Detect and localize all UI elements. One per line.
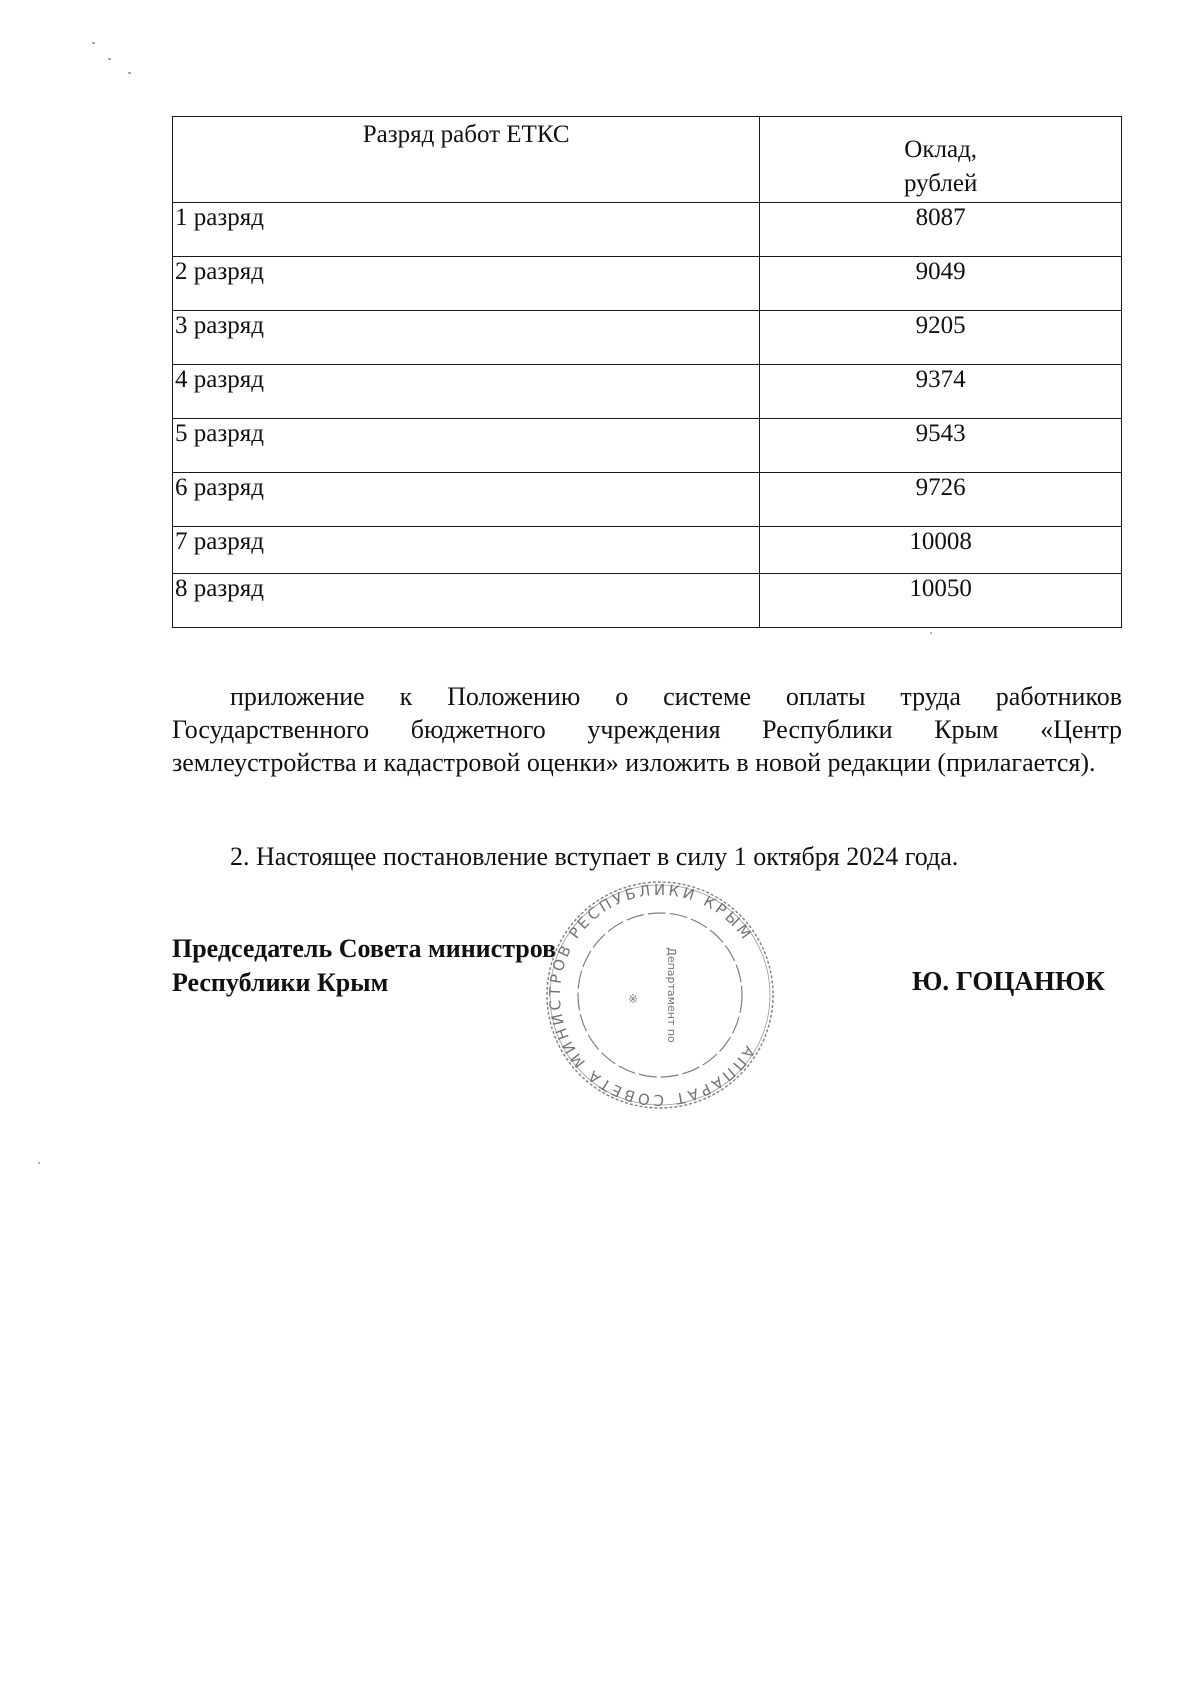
- salary-table: [172, 116, 1122, 628]
- header-salary-line2: рублей: [903, 170, 978, 197]
- scan-speck: [128, 72, 131, 74]
- salary-cell: 10008: [760, 527, 1122, 574]
- signatory-name: Ю. ГОЦАНЮК: [912, 966, 1105, 996]
- scan-speck: [108, 58, 111, 60]
- salary-cell: 8087: [760, 203, 1122, 257]
- grade-cell: 1 разряд: [173, 203, 760, 257]
- table-row: [173, 574, 1122, 628]
- salary-cell: 9205: [760, 311, 1122, 365]
- table-row: [173, 257, 1122, 311]
- svg-text:※: ※: [628, 992, 639, 1006]
- appendix-paragraph: приложение к Положению о системе оплаты труда работников Государственного бюджетного учреждения Республики Крым «Центр землеустройства и кадастровой оценки» изложить в новой редакции (прилагается).: [172, 682, 1122, 777]
- table-row: [173, 419, 1122, 473]
- table-header-row: [173, 117, 1122, 203]
- svg-text:АППАРАТ СОВЕТА МИНИСТРОВ РЕСПУ: АППАРАТ СОВЕТА МИНИСТРОВ РЕСПУБЛИКИ КРЫМ: [545, 880, 759, 1110]
- grade-cell: 7 разряд: [173, 527, 760, 574]
- table-row: [173, 365, 1122, 419]
- table-row: [173, 473, 1122, 527]
- table-row: [173, 527, 1122, 574]
- grade-cell: 8 разряд: [173, 574, 760, 628]
- scan-speck: [930, 632, 932, 634]
- grade-cell: 5 разряд: [173, 419, 760, 473]
- table-row: [173, 311, 1122, 365]
- salary-cell: 9049: [760, 257, 1122, 311]
- svg-text:Департамент по: Департамент по: [665, 947, 678, 1043]
- signatory-position-line2: Республики Крым: [172, 968, 389, 997]
- header-grade: Разряд работ ЕТКС: [173, 117, 760, 203]
- table-row: [173, 203, 1122, 257]
- header-salary: [760, 117, 1122, 203]
- signatory-position-line1: Председатель Совета министров: [172, 934, 557, 963]
- salary-cell: 10050: [760, 574, 1122, 628]
- grade-cell: 4 разряд: [173, 365, 760, 419]
- salary-cell: 9543: [760, 419, 1122, 473]
- grade-cell: 6 разряд: [173, 473, 760, 527]
- signatory-position: [172, 932, 556, 1000]
- scan-speck: [38, 1162, 40, 1164]
- salary-cell: 9726: [760, 473, 1122, 527]
- scan-speck: [92, 42, 95, 44]
- grade-cell: 2 разряд: [173, 257, 760, 311]
- grade-cell: 3 разряд: [173, 311, 760, 365]
- salary-cell: 9374: [760, 365, 1122, 419]
- official-seal-stamp: [540, 875, 780, 1115]
- effective-date-paragraph: 2. Настоящее постановление вступает в силу 1 октября 2024 года.: [230, 842, 959, 871]
- header-salary-line1: Оклад,: [904, 136, 978, 163]
